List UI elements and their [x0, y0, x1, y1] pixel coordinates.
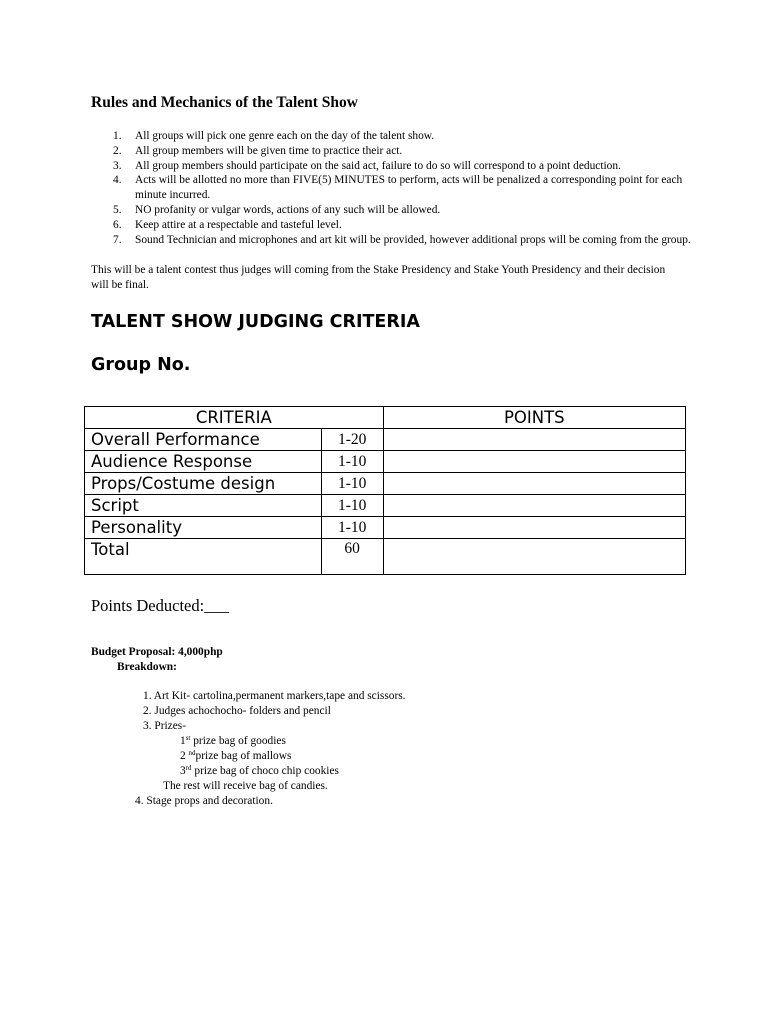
rule-number: 7.: [113, 233, 122, 246]
budget-item-judges: 2. Judges achochocho- folders and pencil: [143, 705, 331, 717]
rules-title: Rules and Mechanics of the Talent Show: [91, 94, 358, 111]
criterion-cell: Overall Performance: [85, 429, 322, 451]
rule-item: [91, 159, 691, 174]
rule-number: 3.: [113, 159, 122, 172]
range-cell: 1-20: [321, 429, 383, 451]
range-cell: 1-10: [321, 473, 383, 495]
table-row: [85, 473, 686, 495]
points-cell[interactable]: [383, 473, 685, 495]
criteria-header: CRITERIA: [85, 407, 384, 429]
prize-text: prize bag of choco chip cookies: [191, 765, 339, 777]
rule-item: [91, 144, 691, 159]
prize-rest: The rest will receive bag of candies.: [163, 780, 328, 792]
prize-rank-suffix: st: [185, 734, 191, 742]
total-row: [85, 539, 686, 575]
budget-item-prizes: 3. Prizes-: [143, 720, 187, 732]
points-deducted-label: Points Deducted:___: [91, 596, 229, 615]
rule-text: Keep attire at a respectable and tasteful level.: [135, 218, 342, 231]
prize-second: [180, 750, 291, 762]
rule-item: [91, 218, 691, 233]
prize-rank: 3: [180, 765, 186, 777]
rule-text: Sound Technician and microphones and art kit will be provided, however additional props will be coming from the group.: [135, 233, 691, 246]
criterion-cell: Audience Response: [85, 451, 322, 473]
total-label-cell: Total: [85, 539, 322, 575]
judging-criteria-table: [84, 406, 686, 575]
prize-first: [180, 735, 286, 747]
rules-note: This will be a talent contest thus judges will coming from the Stake Presidency and Stake Youth Presidency and their decision will be final.: [91, 264, 666, 291]
prize-rank: 1: [180, 735, 186, 747]
rule-number: 6.: [113, 218, 122, 231]
rule-item: [91, 203, 691, 218]
rule-number: 2.: [113, 144, 122, 157]
points-cell[interactable]: [383, 429, 685, 451]
points-cell[interactable]: [383, 495, 685, 517]
rule-text: All group members should participate on the said act, failure to do so will correspond to a point deduction.: [135, 159, 621, 172]
points-header: POINTS: [383, 407, 685, 429]
judging-title: TALENT SHOW JUDGING CRITERIA: [91, 312, 420, 332]
rule-text: All groups will pick one genre each on the day of the talent show.: [135, 130, 435, 142]
table-row: [85, 451, 686, 473]
rule-item: [91, 129, 691, 144]
table-row: [85, 495, 686, 517]
budget-item-stage-props: 4. Stage props and decoration.: [135, 795, 273, 807]
range-cell: 1-10: [321, 495, 383, 517]
rule-item: [91, 233, 691, 248]
criterion-cell: Script: [85, 495, 322, 517]
criterion-cell: Personality: [85, 517, 322, 539]
table-row: [85, 517, 686, 539]
rule-number: 1.: [113, 130, 122, 142]
rule-number: 5.: [113, 203, 122, 216]
rule-text: Acts will be allotted no more than FIVE(5) MINUTES to perform, acts will be penalized a corresponding point for each minute incurred.: [135, 174, 683, 202]
prize-rank: 2: [180, 750, 189, 762]
table-header-row: [85, 407, 686, 429]
range-cell: 1-10: [321, 517, 383, 539]
table-row: [85, 429, 686, 451]
range-cell: 1-10: [321, 451, 383, 473]
prize-rank-suffix: rd: [185, 764, 192, 772]
rule-number: 4.: [113, 174, 122, 187]
total-points-cell[interactable]: [383, 539, 685, 575]
total-range-cell: 60: [321, 539, 383, 575]
budget-title: Budget Proposal: 4,000php: [91, 646, 223, 658]
rules-list: [91, 129, 691, 247]
prize-text: prize bag of goodies: [190, 735, 286, 747]
rule-text: NO profanity or vulgar words, actions of any such will be allowed.: [135, 203, 441, 216]
prize-text: prize bag of mallows: [195, 750, 292, 762]
points-cell[interactable]: [383, 451, 685, 473]
prize-third: [180, 765, 339, 777]
prize-rank-suffix: nd: [188, 749, 196, 757]
criterion-cell: Props/Costume design: [85, 473, 322, 495]
rule-item: [91, 173, 691, 203]
rule-text: All group members will be given time to practice their act.: [135, 144, 403, 157]
points-cell[interactable]: [383, 517, 685, 539]
breakdown-label: Breakdown:: [117, 661, 177, 673]
group-number-label: Group No.: [91, 355, 191, 375]
budget-item-art-kit: 1. Art Kit- cartolina,permanent markers,tape and scissors.: [143, 690, 406, 702]
